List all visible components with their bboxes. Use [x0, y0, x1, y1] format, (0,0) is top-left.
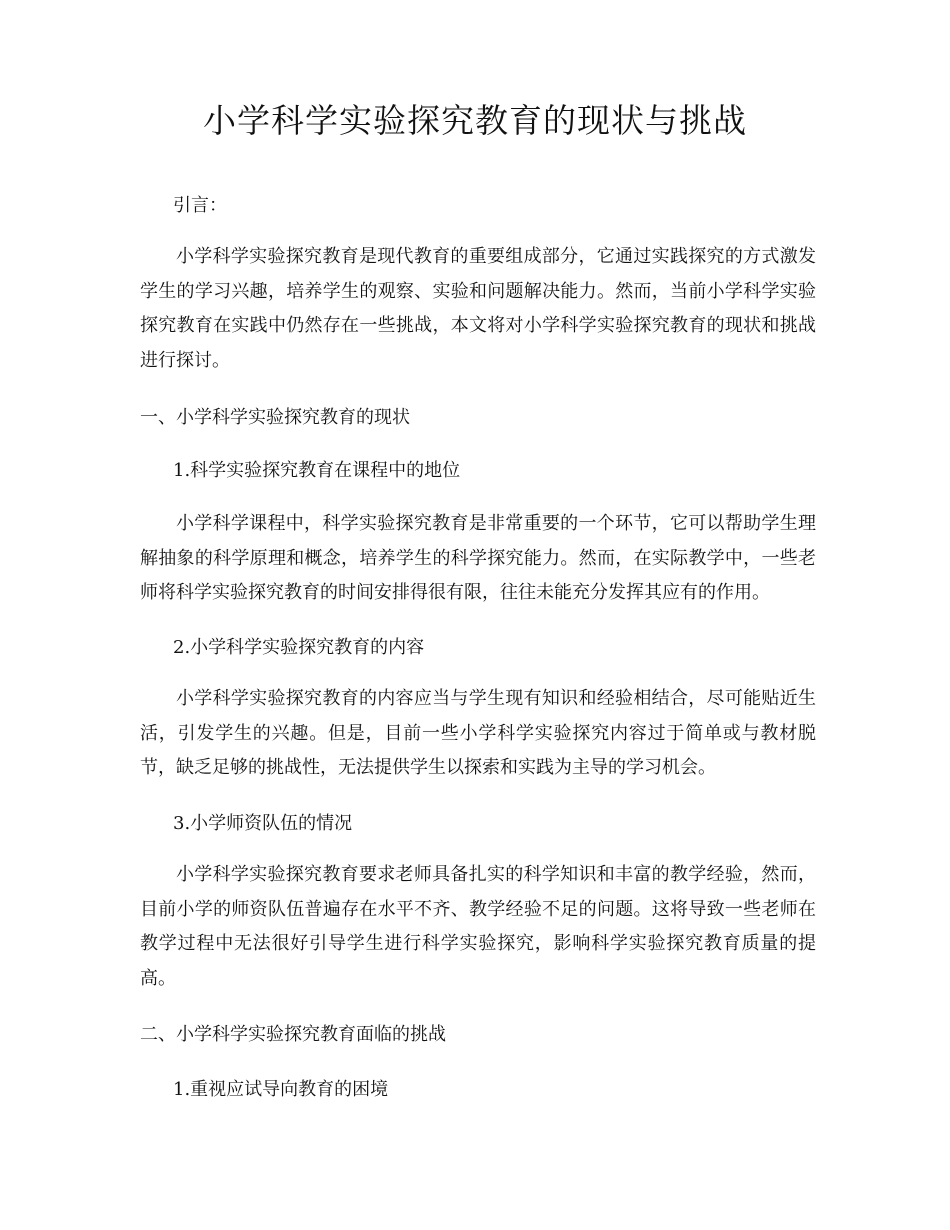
intro-paragraph: 小学科学实验探究教育是现代教育的重要组成部分，它通过实践探究的方式激发学生的学习兴趣，培养学生的观察、实验和问题解决能力。然而，当前小学科学实验探究教育在实践中仍然存在一些挑战，本文将对小学科学实验探究教育的现状和挑战进行探讨。 [140, 246, 816, 371]
document-title: 小学科学实验探究教育的现状与挑战 [203, 101, 747, 140]
section-2-heading: 二、小学科学实验探究教育面临的挑战 [140, 1024, 446, 1045]
section-1-3-paragraph: 小学科学实验探究教育要求老师具备扎实的科学知识和丰富的教学经验，然而，目前小学的师资队伍普遍存在水平不齐、教学经验不足的问题。这将导致一些老师在教学过程中无法很好引导学生进行科学实验探究，影响科学实验探究教育质量的提高。 [140, 864, 816, 989]
section-1-1-heading: 1.科学实验探究教育在课程中的地位 [173, 460, 461, 481]
section-1-heading: 一、小学科学实验探究教育的现状 [140, 407, 410, 428]
section-1-2-paragraph: 小学科学实验探究教育的内容应当与学生现有知识和经验相结合，尽可能贴近生活，引发学生的兴趣。但是，目前一些小学科学实验探究内容过于简单或与教材脱节，缺乏足够的挑战性，无法提供学生以探索和实践为主导的学习机会。 [140, 688, 816, 778]
intro-label: 引言： [173, 195, 227, 216]
section-1-1-paragraph: 小学科学课程中，科学实验探究教育是非常重要的一个环节，它可以帮助学生理解抽象的科学原理和概念，培养学生的科学探究能力。然而，在实际教学中，一些老师将科学实验探究教育的时间安排得很有限，往往未能充分发挥其应有的作用。 [140, 513, 816, 603]
section-1-2-heading: 2.小学科学实验探究教育的内容 [173, 637, 425, 658]
section-2-1-heading: 1.重视应试导向教育的困境 [173, 1079, 389, 1100]
section-1-3-heading: 3.小学师资队伍的情况 [173, 813, 353, 834]
